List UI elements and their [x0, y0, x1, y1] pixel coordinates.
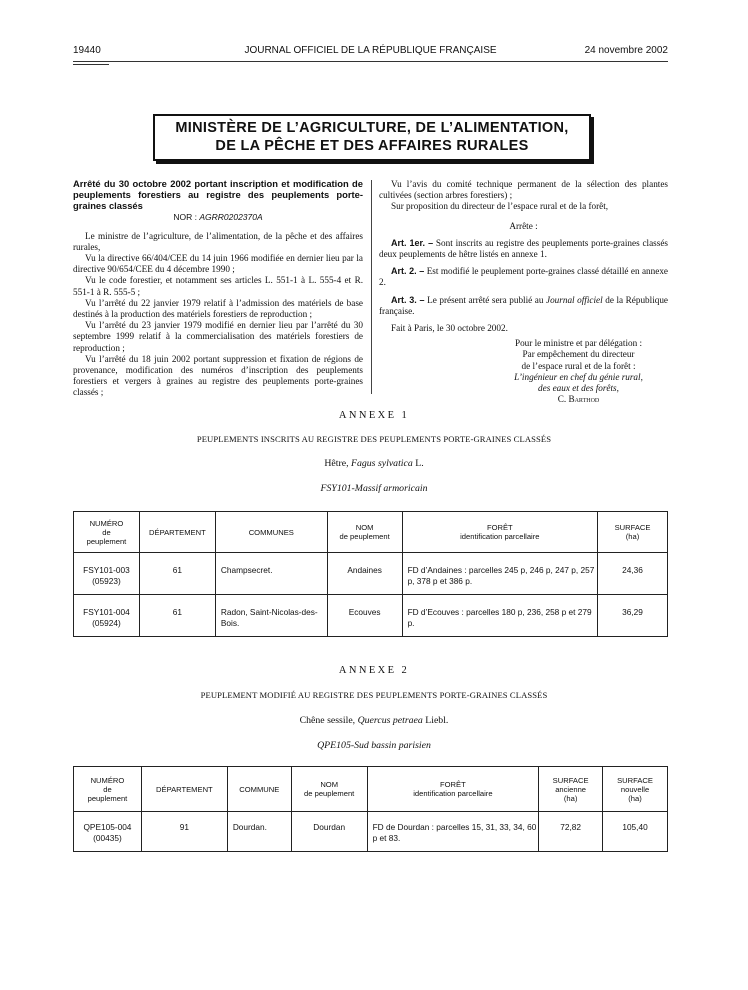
table-row — [74, 553, 668, 595]
nor-code: AGRR0202370A — [199, 212, 263, 223]
left-paragraph: Vu la directive 66/404/CEE du 14 juin 1966 modifiée en dernier lieu par la directive 90/654/CEE du 4 décembre 1990 ; — [73, 253, 363, 275]
signature-line: Par empêchement du directeur — [522, 349, 635, 360]
ministry-line-1: MINISTÈRE DE L’AGRICULTURE, DE L’ALIMENTATION, — [175, 120, 569, 136]
cell-surface: 24,36 — [598, 553, 668, 595]
annexe-2-subtitle: PEUPLEMENT MODIFIÉ AU REGISTRE DES PEUPLEMENTS PORTE-GRAINES CLASSÉS — [200, 690, 548, 700]
table-header-row — [74, 767, 668, 812]
cell-departement: 91 — [141, 812, 227, 852]
article-1-label: Art. 1er. – — [391, 237, 434, 248]
col-nom: NOM de peuplement — [327, 512, 402, 553]
annexe-2-massif: QPE105-Sud bassin parisien — [317, 740, 431, 751]
species-latin: Quercus petraea — [357, 715, 423, 726]
ministry-line-2: DE LA PÊCHE ET DES AFFAIRES RURALES — [215, 138, 529, 154]
annexe-1-massif: FSY101-Massif armoricain — [320, 483, 428, 494]
col-foret: FORÊT identification parcellaire — [367, 767, 539, 812]
signature-block — [489, 338, 668, 405]
article-1 — [379, 238, 668, 260]
left-paragraph: Vu l’arrêté du 23 janvier 1979 modifié en dernier lieu par l’arrêté du 30 septembre 1999 relatif à la commercialisation des matériels forestiers de reproduction ; — [73, 320, 363, 353]
header-short-rule — [73, 64, 109, 65]
species-latin: Fagus sylvatica — [351, 458, 413, 469]
cell-foret: FD d’Andaines : parcelles 245 p, 246 p, 247 p, 257 p, 378 p et 386 p. — [402, 553, 598, 595]
article-2 — [379, 266, 668, 288]
article-2-label: Art. 2. – — [391, 266, 425, 277]
signature-line: L’ingénieur en chef du génie rural, — [514, 371, 643, 382]
annexe-1-subtitle: PEUPLEMENTS INSCRITS AU REGISTRE DES PEUPLEMENTS PORTE-GRAINES CLASSÉS — [196, 434, 552, 444]
journal-title: JOURNAL OFFICIEL DE LA RÉPUBLIQUE FRANÇAISE — [244, 45, 497, 56]
col-departement: DÉPARTEMENT — [141, 767, 227, 812]
article-3-label: Art. 3. – — [391, 294, 425, 305]
annexe-1-species — [0, 458, 748, 469]
left-paragraph: Vu l’arrêté du 22 janvier 1979 relatif à l’admission des matériels de base destinés à la production des matériels forestiers de reproduction ; — [73, 297, 363, 320]
col-numero: NUMÉRO de peuplement — [74, 512, 140, 553]
header-rule — [73, 61, 668, 62]
cell-numero: FSY101-003 (05923) — [74, 553, 140, 595]
cell-foret: FD d’Ecouves : parcelles 180 p, 236, 258 p et 279 p. — [402, 595, 598, 637]
species-author: Liebl. — [425, 715, 449, 726]
col-surface: SURFACE (ha) — [598, 512, 668, 553]
arrete-word: Arrête : — [509, 220, 538, 231]
col-surface-nouvelle: SURFACE nouvelle (ha) — [603, 767, 668, 812]
article-2-text: Est modifié le peuplement porte-graines classé détaillé en annexe 2. — [379, 266, 668, 288]
cell-nom: Ecouves — [327, 595, 402, 637]
article-3-text-after: de la République française. — [379, 294, 669, 316]
right-paragraph: Vu l’avis du comité technique permanent de la sélection des plantes cultivées (section arbres forestiers) ; — [379, 179, 668, 201]
right-column — [379, 179, 668, 405]
col-surface-ancienne: SURFACE ancienne (ha) — [539, 767, 603, 812]
table-header-row — [74, 512, 668, 553]
col-nom: NOM de peuplement — [291, 767, 367, 812]
nor-label: NOR : — [173, 212, 197, 223]
annexe-1-heading: ANNEXE 1 — [338, 410, 410, 421]
cell-nom: Andaines — [327, 553, 402, 595]
cell-nom: Dourdan — [291, 812, 367, 852]
article-3 — [379, 295, 668, 317]
table-row — [74, 595, 668, 637]
left-paragraph: Le ministre de l’agriculture, de l’alimentation, de la pêche et des affaires rurales, — [73, 230, 363, 252]
left-column — [73, 179, 363, 399]
col-commune: COMMUNE — [227, 767, 291, 812]
cell-numero: FSY101-004 (05924) — [74, 595, 140, 637]
left-paragraph: Vu le code forestier, et notamment ses articles L. 551-1 à L. 555-4 et R. 551-1 à R. 555-5 ; — [73, 275, 363, 297]
col-numero: NUMÉRO de peuplement — [74, 767, 142, 812]
col-departement: DÉPARTEMENT — [139, 512, 215, 553]
signature-line: des eaux et des forêts, — [538, 383, 619, 394]
arrete-title: Arrêté du 30 octobre 2002 portant inscription et modification de peuplements forestiers au registre des peuplements porte-graines classés — [73, 178, 363, 211]
left-paragraph: Vu l’arrêté du 18 juin 2002 portant suppression et fixation de régions de provenance, modification des numéros d’inscription des peuplements forestiers et vergers à graines au registre des peuplements porte-graines classés ; — [73, 353, 363, 398]
cell-surface: 36,29 — [598, 595, 668, 637]
species-common: Hêtre, — [324, 458, 349, 469]
signatory-name: C. Barthod — [557, 394, 600, 405]
cell-communes: Champsecret. — [215, 553, 327, 595]
page-number: 19440 — [73, 45, 101, 56]
nor-reference — [73, 212, 363, 223]
article-3-text-before: Le présent arrêté sera publié au — [427, 294, 544, 305]
cell-commune: Dourdan. — [227, 812, 291, 852]
article-1-text: Sont inscrits au registre des peuplements porte-graines classés deux peuplements de hêtre listés en annexe 1. — [379, 237, 668, 260]
done-at: Fait à Paris, le 30 octobre 2002. — [391, 323, 508, 334]
right-paragraph: Sur proposition du directeur de l’espace rural et de la forêt, — [391, 201, 609, 212]
annexe-2-heading: ANNEXE 2 — [338, 665, 410, 676]
species-author: L. — [415, 458, 424, 469]
annexe-1-table — [73, 511, 668, 637]
signature-line: de l’espace rural et de la forêt : — [521, 360, 636, 371]
cell-foret: FD de Dourdan : parcelles 15, 31, 33, 34, 60 p et 83. — [367, 812, 539, 852]
cell-surface-ancienne: 72,82 — [539, 812, 603, 852]
table-row — [74, 812, 668, 852]
article-3-journal: Journal officiel — [546, 294, 603, 305]
page-header — [73, 45, 668, 59]
cell-communes: Radon, Saint-Nicolas-des-Bois. — [215, 595, 327, 637]
species-common: Chêne sessile, — [299, 715, 356, 726]
cell-departement: 61 — [139, 595, 215, 637]
column-separator — [371, 180, 372, 394]
ministry-box — [153, 114, 591, 161]
issue-date: 24 novembre 2002 — [584, 45, 668, 56]
cell-surface-nouvelle: 105,40 — [603, 812, 668, 852]
cell-departement: 61 — [139, 553, 215, 595]
cell-numero: QPE105-004 (00435) — [74, 812, 142, 852]
annexe-2-species — [0, 715, 748, 726]
col-communes: COMMUNES — [215, 512, 327, 553]
col-foret: FORÊT identification parcellaire — [402, 512, 598, 553]
annexe-2-table — [73, 766, 668, 852]
signature-line: Pour le ministre et par délégation : — [514, 338, 643, 349]
